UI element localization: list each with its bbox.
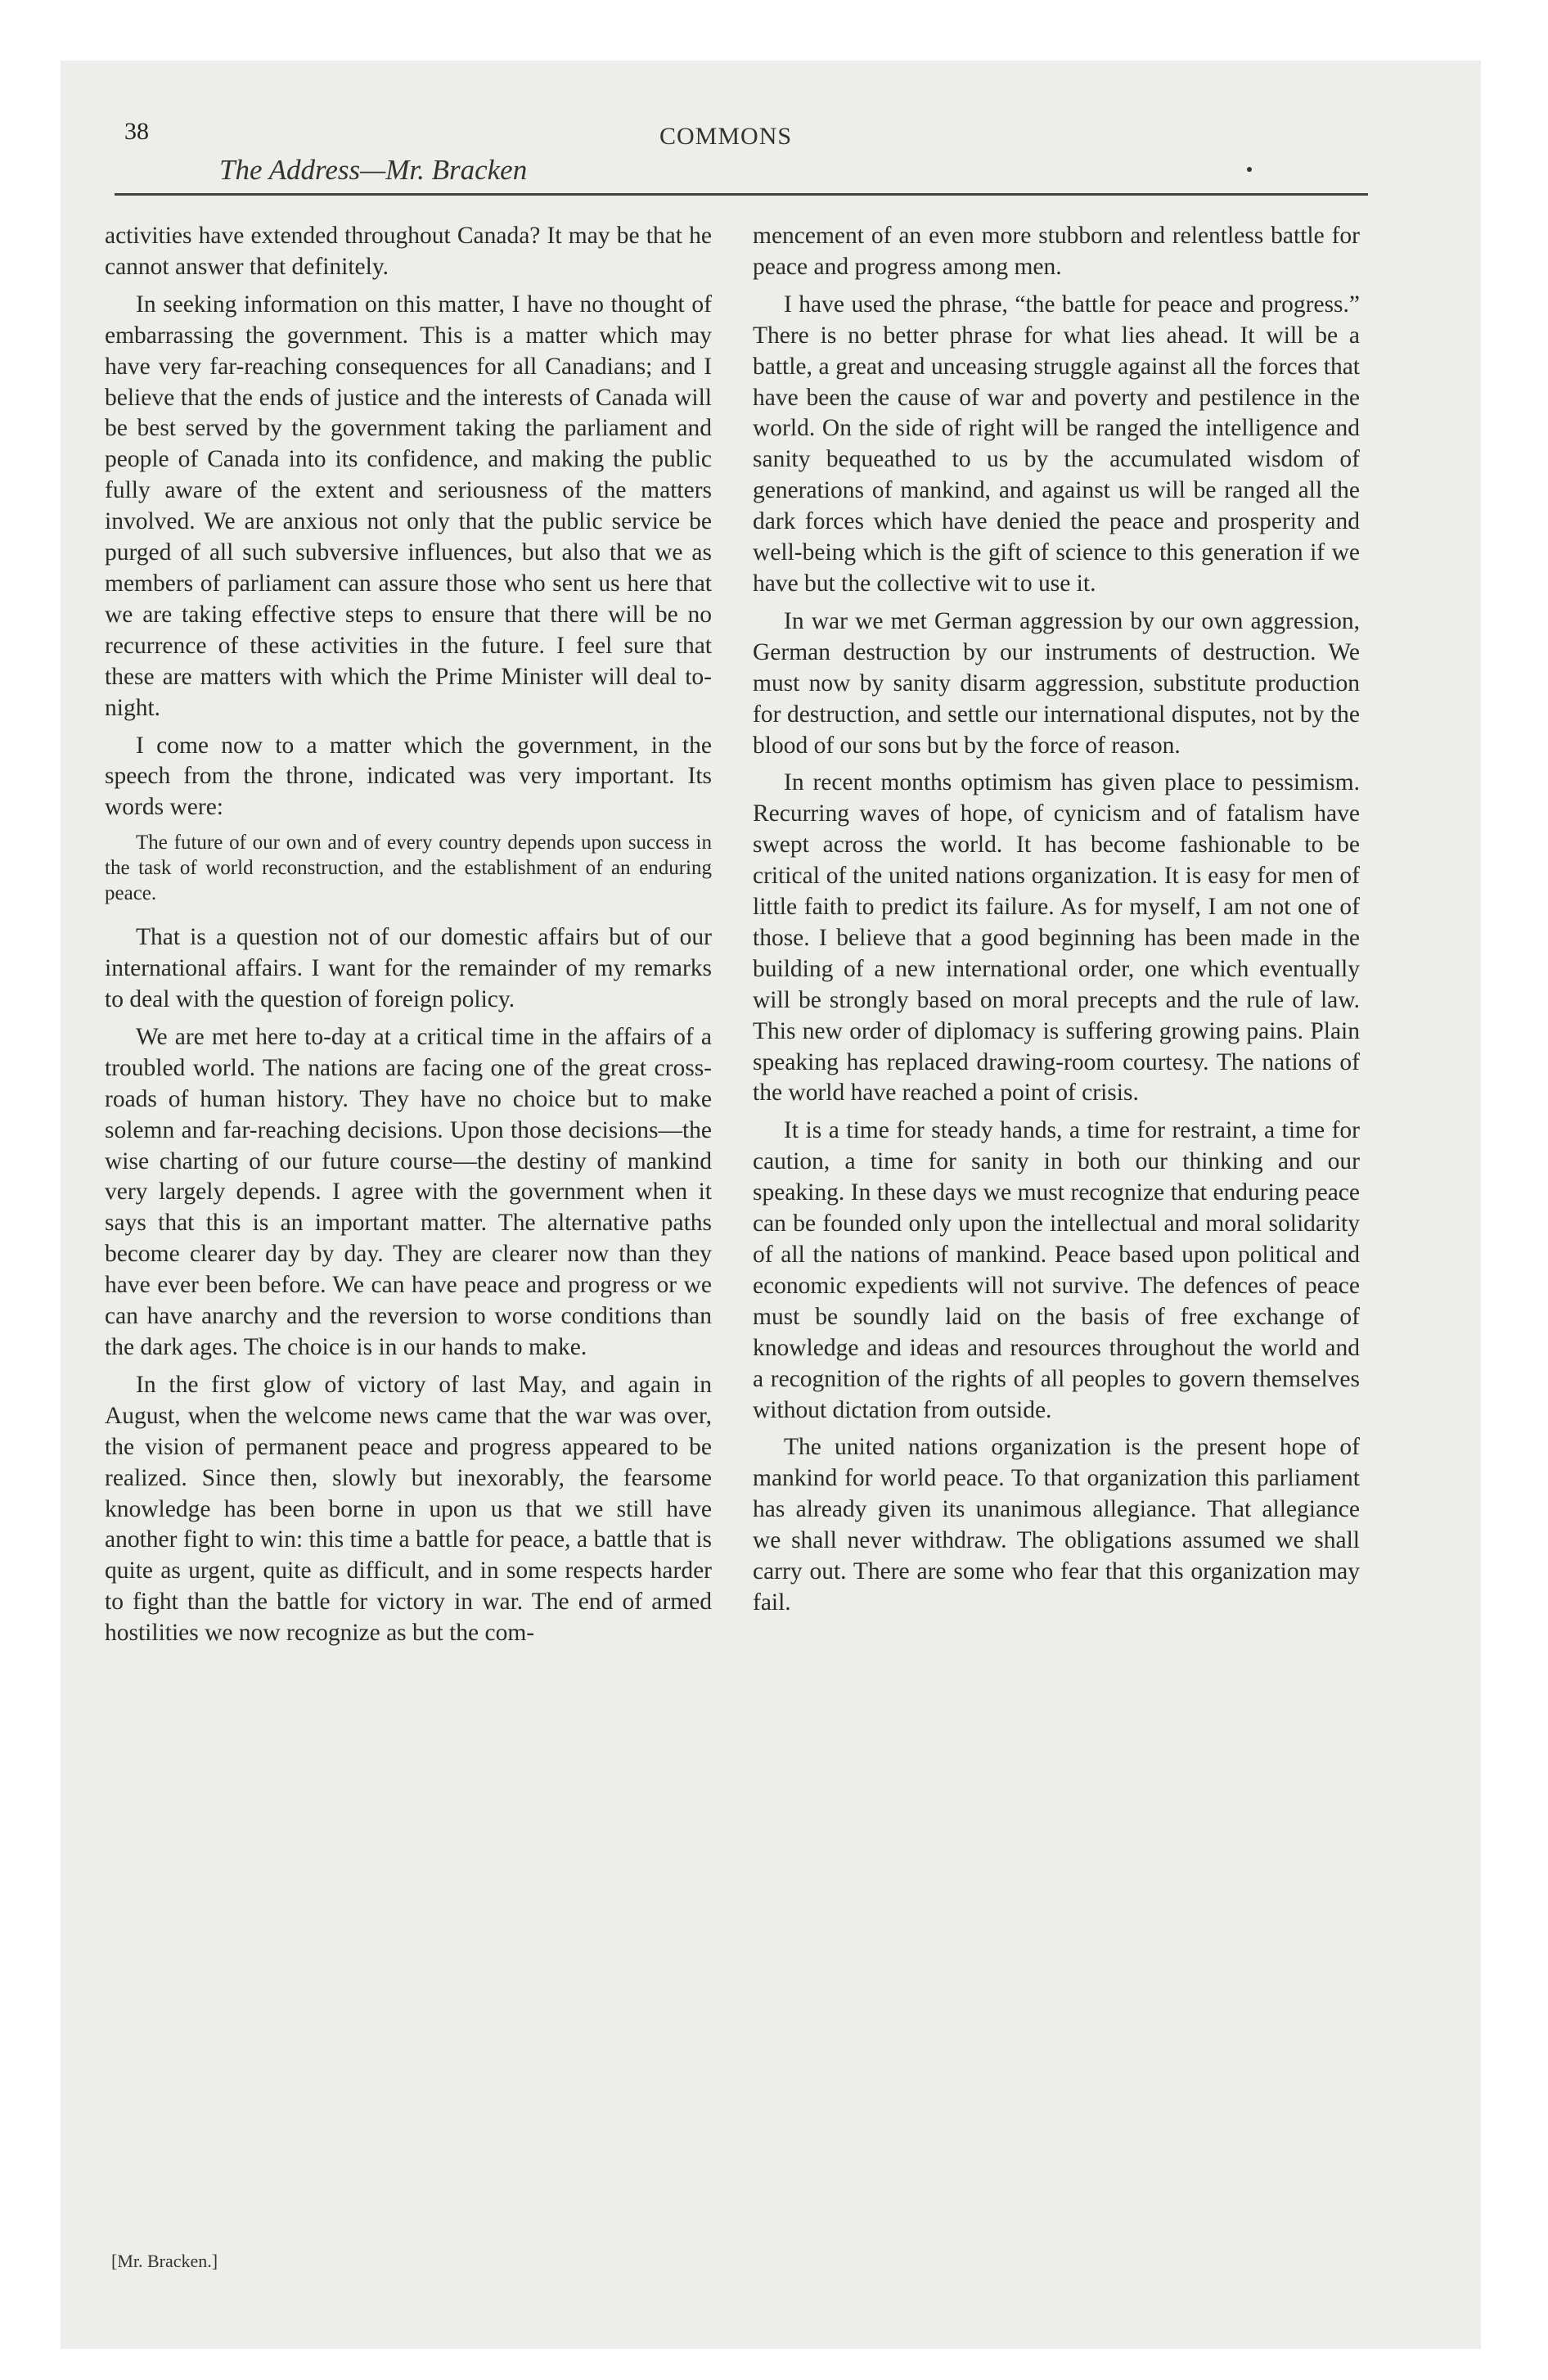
- paragraph: I have used the phrase, “the battle for peace and progress.” There is no better phrase for what lies ahead. It will be a battle, a great and unceasing struggle against all the forces that have been the cause of war and poverty and pestilence in the world. On the side of right will be ranged the intelligence and sanity bequeathed to us by the accumulated wisdom of generations of mankind, and against us will be ranged all the dark forces which have denied the peace and prosperity and well-being which is the gift of science to this generation if we have but the collective wit to use it.: [753, 291, 1360, 597]
- page-number: 38: [124, 118, 149, 145]
- paragraph: I come now to a matter which the government, in the speech from the throne, indicated was very important. Its words were:: [105, 732, 712, 821]
- paragraph: In seeking information on this matter, I have no thought of embarrassing the government. This is a matter which may have very far-reaching consequences for all Canadians; and I believe that the ends of justice and the interests of Canada will be best served by the government taking the parliament and people of Canada into its confidence, and making the public fully aware of the extent and seriousness of the matters involved. We are anxious not only that the public service be purged of all such subversive influences, but also that we as members of parliament can assure those who sent us here that we are taking effective steps to ensure that there will be no recurrence of these activities in the future. I feel sure that these are matters with which the Prime Minister will deal to-night.: [105, 291, 712, 721]
- paragraph: In recent months optimism has given place to pessimism. Recurring waves of hope, of cynicism and of fatalism have swept across the world. It has become fashionable to be critical of the united nations organization. It is easy for men of little faith to predict its failure. As for myself, I am not one of those. I believe that a good beginning has been made in the building of a new international order, one which eventually will be strongly based on moral precepts and the rule of law. This new order of diplomacy is suffering growing pains. Plain speaking has replaced drawing-room courtesy. The nations of the world have reached a point of crisis.: [753, 769, 1360, 1107]
- left-column: [105, 221, 712, 1656]
- running-head: COMMONS: [659, 123, 793, 150]
- paragraph: In the first glow of victory of last May, and again in August, when the welcome news came that the war was over, the vision of permanent peace and progress appeared to be realized. Since then, slowly but inexorably, the fearsome knowledge has been borne in upon us that we still have another fight to win: this time a battle for peace, a battle that is quite as urgent, quite as difficult, and in some respects harder to fight than the battle for victory in war. The end of armed hostilities we now recognize as but the com-: [105, 1371, 712, 1647]
- paragraph: It is a time for steady hands, a time for restraint, a time for caution, a time for sanity in both our thinking and our speaking. In these days we must recognize that enduring peace can be founded only upon the intellectual and moral solidarity of all the nations of mankind. Peace based upon political and economic expedients will not survive. The defences of peace must be soundly laid on the basis of free exchange of knowledge and ideas and resources throughout the world and a recognition of the rights of all peoples to govern themselves without dictation from outside.: [753, 1117, 1360, 1423]
- paragraph: We are met here to-day at a critical time in the affairs of a troubled world. The nations are facing one of the great cross-roads of human history. They have no choice but to make solemn and far-reaching decisions. Upon those decisions—the wise charting of our future course—the destiny of mankind very largely depends. I agree with the government when it says that this is an important matter. The alternative paths become clearer day by day. They are clearer now than they have ever been before. We can have peace and progress or we can have anarchy and the reversion to worse conditions than the dark ages. The choice is in our hands to make.: [105, 1023, 712, 1360]
- paragraph: That is a question not of our domestic affairs but of our international affairs. I want for the remainder of my remarks to deal with the question of foreign policy.: [105, 924, 712, 1013]
- right-column: [753, 221, 1360, 1625]
- header-dot: [1247, 167, 1252, 172]
- block-quote: The future of our own and of every country depends upon success in the task of world reconstruction, and the establishment of an enduring peace.: [105, 832, 712, 905]
- header-rule: [115, 193, 1368, 196]
- paragraph: mencement of an even more stubborn and relentless battle for peace and progress among men.: [753, 223, 1360, 280]
- section-title: The Address—Mr. Bracken: [219, 154, 528, 186]
- speaker-note: [Mr. Bracken.]: [111, 2251, 218, 2271]
- paragraph: In war we met German aggression by our own aggression, German destruction by our instruments of destruction. We must now by sanity disarm aggression, substitute production for destruction, and settle our international disputes, not by the blood of our sons but by the force of reason.: [753, 607, 1360, 759]
- paragraph: activities have extended throughout Canada? It may be that he cannot answer that definitely.: [105, 223, 712, 280]
- paragraph: The united nations organization is the present hope of mankind for world peace. To that organization this parliament has already given its unanimous allegiance. That allegiance we shall never withdraw. The obligations assumed we shall carry out. There are some who fear that this organization may fail.: [753, 1434, 1360, 1616]
